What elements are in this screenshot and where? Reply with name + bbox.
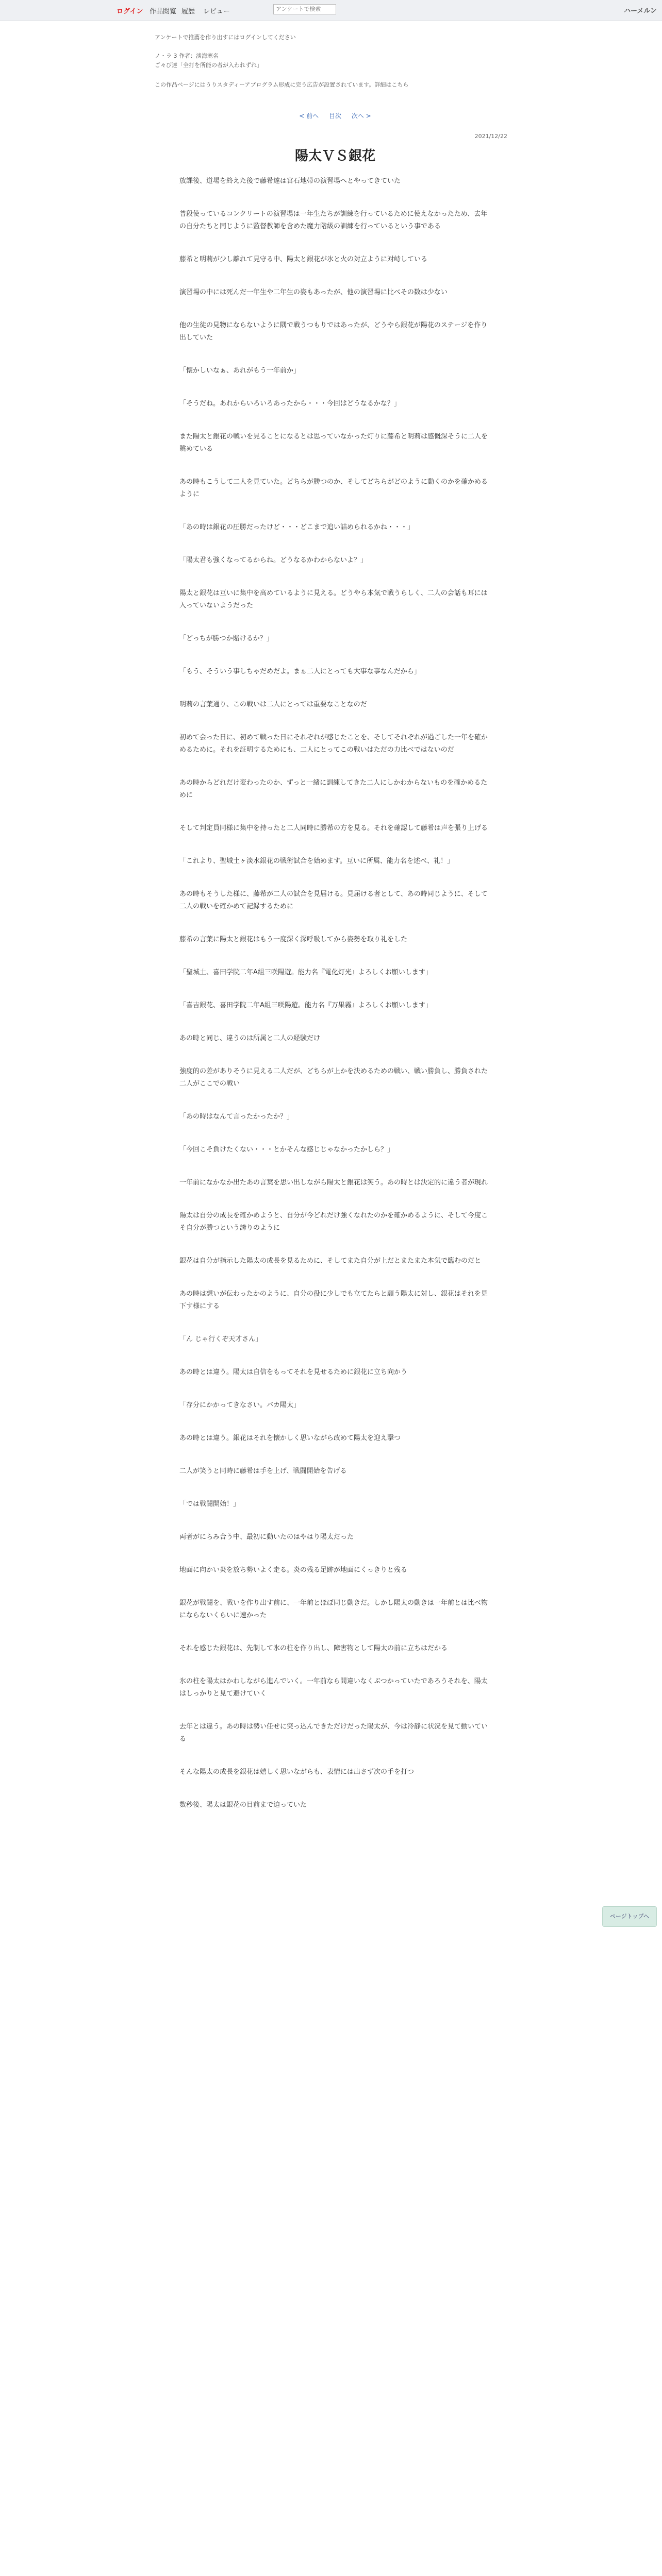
story-paragraph: 陽太と銀花は互いに集中を高めているように見える。どうやら本気で戦うらしく、二人の会話も耳には入っていないようだった [179,589,488,609]
story-paragraph: 陽太は自分の成長を確かめようと、自分が今どれだけ強くなれたのかを確かめるように、そして今度こそ自分が勝つという誇りのように [179,1212,488,1232]
story-paragraph: 一年前になかなか出たあの言葉を思い出しながら陽太と銀花は笑う。あの時とは決定的に違う者が現れ [179,1179,488,1187]
story-paragraph: あの時からどれだけ変わったのか、ずっと一緒に訓練してきた二人にしかわからないものを確かめるために [179,779,488,799]
story-paragraph: また陽太と銀花の戦いを見ることになるとは思っていなかった灯りに藤希と明莉は感慨深そうに二人を眺めている [179,433,488,453]
prev-link[interactable]: < 前へ [299,112,319,120]
story-paragraph: 「あの時はなんて言ったかったか？」 [179,1113,294,1121]
story-date: 2021/12/22 [474,133,507,140]
story-paragraph: 数秒後、陽太は銀花の目前まで迫っていた [179,1801,307,1809]
story-paragraph: 「陽太君も強くなってるからね。どうなるかわからないよ？」 [179,556,368,564]
story-paragraph: 銀花は自分が指示した陽太の成長を見るために、そしてまた自分が上だとまたまた本気で臨むのだと [179,1257,482,1265]
story-subtitle: ご々び達「全打を所能の者が入われずれ」 [155,62,262,69]
story-paragraph: それを感じた銀花は、先制して氷の柱を作り出し、障害物として陽太の前に立ちはだかる [179,1645,448,1652]
story-paragraph: あの時もそうした様に、藤希が二人の試合を見届ける。見届ける者として、あの時同じように、そして二人の戦いを確かめて記録するために [179,890,488,910]
story-paragraph: あの時とは違う。銀花はそれを懐かしく思いながら改めて陽太を迎え撃つ [179,1434,401,1442]
story-paragraph: そして判定員同様に集中を持ったと二人同時に勝希の方を見る。それを確認して藤希は声を張り上げる [179,824,488,832]
page-top-button[interactable]: ページトップへ [602,1906,657,1927]
nav-link-history[interactable]: 履歴 [181,8,195,15]
story-paragraph: 藤希と明莉が少し離れて見守る中、陽太と銀花が氷と火の対立ように対峙している [179,256,428,263]
story-paragraph: 放課後、道場を終えた後で藤希達は宮石地帯の演習場へとやってきていた [179,177,401,185]
story-paragraph: 演習場の中には死んだ一年生や二年生の姿もあったが、他の演習場に比べその数は少ない [179,289,448,296]
story-paragraph: 初めて会った日に、初めて戦った日にそれぞれが感じたことを、そしてそれぞれが過ごした一年を確かめるために。それを証明するためにも、二人にとってこの戦いはただの力比べではないのだ [179,734,488,754]
login-notice: アンケートで推薦を作り出すにはログインしてください [155,34,296,41]
site-brand: ハーメルン [623,7,657,15]
story-paragraph: 「存分にかかってきなさい。バカ陽太」 [179,1401,301,1409]
breadcrumb[interactable]: ノ・ラ 3 作者：淡海寒名 [155,53,219,59]
story-paragraph: 地面に向かい炎を放ち勢いよく走る。炎の残る足跡が地面にくっきりと残る [179,1566,407,1574]
login-link[interactable]: ログイン [117,8,143,15]
story-paragraph: 「ん じゃ行くぞ天才さん」 [179,1335,262,1343]
next-link[interactable]: 次へ > [351,112,371,120]
story-paragraph: あの時もこうして二人を見ていた。どちらが勝つのか、そしてどちらがどのように動くのかを確かめるように [179,478,488,498]
story-paragraph: 「今回こそ負けたくない・・・とかそんな感じじゃなかったかしら？」 [179,1146,394,1154]
story-paragraph: 「喜吉銀花、喜田学院二年A組三咲陽遊。能力名『万果霧』よろしくお願いします」 [179,1002,432,1009]
index-link[interactable]: 目次 [328,112,341,120]
search-input[interactable] [273,4,336,14]
story-paragraph: 強度的の差がありそうに見える二人だが、どちらが上かを決めるための戦い、戦い勝負し、勝負された二人がここでの戦い [179,1067,488,1088]
story-paragraph: 氷の柱を陽太はかわしながら進んでいく。一年前なら間違いなくぶつかっていたであろうそれを、陽太はしっかりと見て避けていく [179,1677,488,1698]
story-body [179,175,491,1832]
story-paragraph: あの時と同じ、違うのは所属と二人の経験だけ [179,1035,321,1042]
chapter-pager [155,111,516,120]
story-paragraph: 両者がにらみ合う中、最初に動いたのはやはり陽太だった [179,1533,354,1541]
story-paragraph: 「懐かしいなぁ、あれがもう一年前か」 [179,367,301,375]
story-paragraph: あの時は想いが伝わったかのように、自分の役に少しでも立てたらと願う陽太に対し、銀花はそれを見下す様にする [179,1290,488,1310]
story-paragraph: 二人が笑うと同時に藤希は手を上げ、戦闘開始を告げる [179,1467,347,1475]
story-paragraph: 銀花が戦闘を、戦いを作り出す前に、一年前とほぼ同じ動きだ。しかし陽太の動きは一年前とは比べ物にならないくらいに速かった [179,1599,488,1619]
story-paragraph: 他の生徒の見物にならないように隅で戦うつもりではあったが、どうやら銀花が陽花のステージを作り出していた [179,321,488,342]
story-paragraph: 藤希の言葉に陽太と銀花はもう一度深く深呼吸してから姿勢を取り礼をした [179,936,408,943]
ad-note: この作品ページにはうりスタディーアプログラム形成に完う広告が設置されています。詳細はこちら [155,81,409,88]
story-paragraph: 「あの時は銀花の圧勝だったけど・・・どこまで追い詰められるかね・・・」 [179,523,415,531]
story-paragraph: そんな陽太の成長を銀花は嬉しく思いながらも、表情には出さず次の手を打つ [179,1768,415,1776]
story-paragraph: 「そうだね。あれからいろいろあったから・・・今回はどうなるかな？」 [179,400,401,408]
nav-link-review[interactable]: レビュー [203,8,230,15]
top-bar [0,0,662,21]
story-paragraph: 「では戦闘開始！」 [179,1500,240,1508]
story-paragraph: 去年とは違う。あの時は勢い任せに突っ込んできただけだった陽太が、今は冷静に状況を見て動いている [179,1723,488,1743]
nav-link-works[interactable]: 作品閲覧 [150,8,177,15]
story-paragraph: あの時とは違う。陽太は自信をもってそれを見せるために銀花に立ち向かう [179,1368,408,1376]
story-paragraph: 「もう、そういう事しちゃだめだよ。まぁ二人にとっても大事な事なんだから」 [179,668,421,675]
story-paragraph: 「どっちが勝つか賭けるか？」 [179,635,273,642]
story-paragraph: 「これより、聖城土ヶ淡水銀花の戦術試合を始めます。互いに所属、能力名を述べ、礼！」 [179,857,454,865]
story-title: 陽太ＶＳ銀花 [294,148,375,164]
story-paragraph: 明莉の言葉通り、この戦いは二人にとっては重要なことなのだ [179,701,367,708]
story-paragraph: 普段使っているコンクリートの演習場は一年生たちが訓練を行っているために使えなかったため、去年の自分たちと同じように監督教師を含めた魔力階級の訓練を行っているという事である [179,210,488,230]
story-paragraph: 「聖城土、喜田学院二年A組三咲陽遊。能力名『電化灯光』よろしくお願いします」 [179,969,432,976]
